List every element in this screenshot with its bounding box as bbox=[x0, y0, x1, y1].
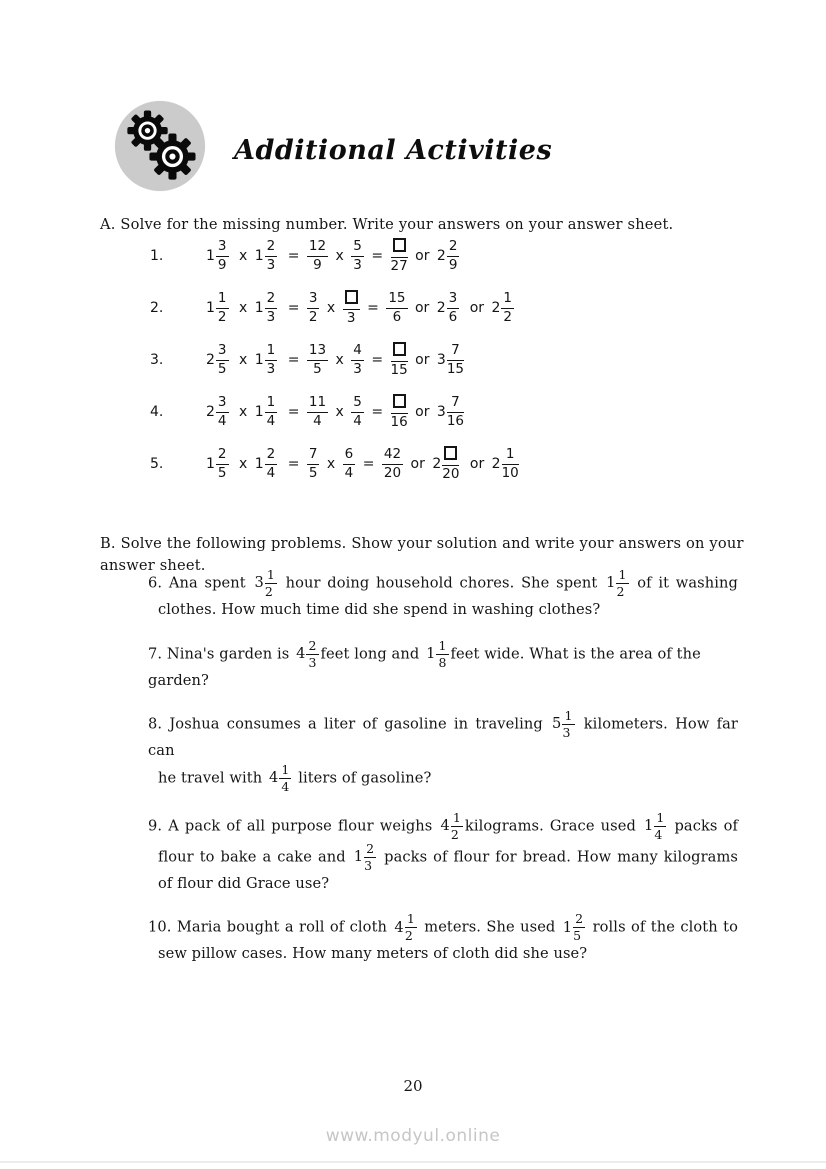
whole-number: 1 bbox=[254, 248, 264, 264]
problem-number: 7. bbox=[148, 645, 163, 663]
word-problem bbox=[148, 811, 738, 896]
denominator: 9 bbox=[448, 256, 458, 273]
problem-expression: 2 $\frac{3}{4}$ x 1 $\frac{1}{4}$ = $\frac{11}{4}$ x $\frac{5}{4}$ = 16 or 3 $\frac{7}{16}$ bbox=[203, 394, 470, 430]
mixed-number bbox=[255, 395, 281, 428]
word-problem bbox=[148, 568, 738, 622]
fraction bbox=[382, 447, 403, 480]
whole-number: 4 bbox=[440, 817, 450, 835]
fraction bbox=[447, 343, 464, 376]
fraction bbox=[216, 447, 229, 480]
numerator: 2 bbox=[265, 239, 278, 256]
whole-number: 1 bbox=[353, 848, 364, 866]
word-problem-line: 10. Maria bought a roll of cloth 4 $\frac{1}{2}$ meters. She used 1 $\frac{2}{5}$ rolls of the cloth to bbox=[148, 911, 738, 944]
numerator: 1 bbox=[266, 567, 275, 582]
denominator: 8 bbox=[438, 654, 447, 670]
problem-row bbox=[150, 334, 525, 386]
whole-number: 1 bbox=[254, 300, 264, 316]
whole-number: 1 bbox=[206, 456, 215, 472]
problem-row bbox=[150, 282, 525, 334]
watermark: www.modyul.online bbox=[325, 1126, 501, 1146]
whole-number: 1 bbox=[254, 456, 264, 472]
numerator bbox=[391, 238, 408, 258]
mixed-number bbox=[437, 291, 463, 324]
mixed-number bbox=[296, 639, 318, 670]
mixed-number bbox=[491, 291, 517, 324]
fraction bbox=[501, 291, 514, 324]
word-problem bbox=[148, 709, 738, 794]
problem-row bbox=[150, 438, 525, 490]
problem-number: 9. bbox=[148, 817, 163, 835]
denominator: 4 bbox=[217, 412, 227, 429]
mixed-number bbox=[254, 568, 276, 599]
numerator: 2 bbox=[366, 840, 375, 856]
fraction bbox=[216, 343, 229, 376]
denominator: 2 bbox=[217, 308, 227, 325]
numerator: 3 bbox=[216, 343, 229, 360]
numerator: 1 bbox=[656, 809, 665, 825]
fraction bbox=[502, 447, 519, 480]
numerator bbox=[391, 342, 408, 362]
numerator bbox=[442, 446, 459, 466]
section-a-heading: A. Solve for the missing number. Write your answers on your answer sheet. bbox=[100, 215, 674, 233]
mixed-number bbox=[255, 343, 281, 376]
problem-expression: 1 $\frac{2}{5}$ x 1 $\frac{2}{4}$ = $\frac{7}{5}$ x $\frac{6}{4}$ = $\frac{42}{20}$ or 2 20 or 2 $\frac{1}{10}$ bbox=[203, 446, 525, 482]
fraction bbox=[265, 447, 278, 480]
whole-number: 1 bbox=[562, 918, 573, 936]
numerator: 5 bbox=[351, 239, 364, 256]
whole-number: 3 bbox=[436, 352, 446, 368]
numerator: 1 bbox=[216, 291, 229, 308]
denominator: 3 bbox=[364, 857, 373, 873]
whole-number: 4 bbox=[268, 769, 279, 787]
numerator: 3 bbox=[216, 395, 229, 412]
denominator: 20 bbox=[442, 466, 460, 482]
denominator: 3 bbox=[353, 360, 362, 377]
missing-number-box bbox=[393, 394, 406, 408]
denominator: 15 bbox=[446, 360, 465, 377]
numerator: 2 bbox=[575, 911, 584, 927]
problem-number: 5. bbox=[150, 456, 164, 472]
word-problem-line: 9. A pack of all purpose flour weighs 4 $\frac{1}{2}$ kilograms. Grace used 1 $\frac{1}{4}$ packs of bbox=[148, 809, 738, 842]
denominator: 15 bbox=[390, 362, 408, 378]
fraction bbox=[307, 239, 328, 272]
numerator: 1 bbox=[564, 708, 573, 724]
mixed-number bbox=[432, 446, 462, 482]
denominator: 3 bbox=[308, 654, 317, 670]
fraction bbox=[216, 239, 229, 272]
fraction bbox=[351, 395, 364, 428]
fraction bbox=[343, 290, 360, 326]
denominator: 2 bbox=[308, 308, 318, 325]
mixed-number bbox=[644, 811, 666, 842]
numerator: 2 bbox=[265, 291, 278, 308]
denominator: 4 bbox=[266, 464, 276, 481]
denominator: 3 bbox=[353, 256, 362, 273]
numerator: 1 bbox=[501, 291, 514, 308]
denominator: 5 bbox=[217, 464, 227, 481]
whole-number: 1 bbox=[643, 817, 654, 835]
word-problem-line: 6. Ana spent 3 $\frac{1}{2}$ hour doing household chores. She spent 1 $\frac{1}{2}$ of it washing bbox=[148, 567, 738, 599]
mixed-number bbox=[255, 447, 281, 480]
problem-expression: 1 $\frac{3}{9}$ x 1 $\frac{2}{3}$ = $\frac{12}{9}$ x $\frac{5}{3}$ = 27 or 2 $\frac{2}{9}$ bbox=[203, 238, 465, 274]
numerator: 1 bbox=[406, 911, 415, 927]
whole-number: 5 bbox=[552, 715, 562, 733]
denominator: 2 bbox=[264, 584, 273, 599]
problem-expression: 1 $\frac{1}{2}$ x 1 $\frac{2}{3}$ = $\frac{3}{2}$ x 3 = $\frac{15}{6}$ or 2 $\frac{3}{6}$ or 2 $\frac{1}{2}$ bbox=[203, 290, 520, 326]
word-problem-line: flour to bake a cake and 1 $\frac{2}{3}$ packs of flour for bread. How many kilograms bbox=[158, 840, 738, 873]
denominator: 27 bbox=[390, 258, 408, 274]
numerator: 7 bbox=[447, 395, 464, 412]
fraction bbox=[307, 395, 328, 428]
denominator: 3 bbox=[562, 725, 571, 741]
mixed-number bbox=[206, 343, 232, 376]
numerator: 12 bbox=[307, 239, 328, 256]
fraction bbox=[306, 639, 318, 670]
fraction bbox=[616, 568, 628, 599]
numerator: 2 bbox=[216, 447, 229, 464]
problem-number: 2. bbox=[150, 300, 164, 316]
fraction bbox=[351, 239, 364, 272]
numerator: 4 bbox=[351, 343, 364, 360]
fraction bbox=[265, 395, 278, 428]
numerator: 6 bbox=[343, 447, 356, 464]
denominator: 4 bbox=[353, 412, 362, 429]
mixed-number bbox=[255, 239, 281, 272]
mixed-number bbox=[437, 239, 463, 272]
mixed-number bbox=[492, 447, 522, 480]
fraction bbox=[216, 395, 229, 428]
denominator: 6 bbox=[392, 308, 402, 325]
mixed-number bbox=[354, 842, 376, 873]
mixed-number bbox=[606, 568, 628, 599]
denominator: 4 bbox=[344, 464, 354, 481]
problem-number: 10. bbox=[148, 918, 172, 936]
page-title: Additional Activities bbox=[234, 134, 553, 166]
denominator: 2 bbox=[450, 826, 459, 842]
numerator: 1 bbox=[502, 447, 519, 464]
problem-number: 1. bbox=[150, 248, 164, 264]
word-problem bbox=[148, 912, 738, 966]
fraction bbox=[307, 343, 328, 376]
problem-row bbox=[150, 230, 525, 282]
denominator: 10 bbox=[501, 464, 519, 481]
header bbox=[112, 98, 552, 194]
denominator: 20 bbox=[383, 464, 402, 481]
mixed-number bbox=[552, 709, 574, 740]
denominator: 2 bbox=[404, 928, 413, 944]
whole-number: 2 bbox=[491, 456, 501, 472]
mixed-number bbox=[269, 763, 291, 794]
problem-number: 4. bbox=[150, 404, 164, 420]
fraction bbox=[447, 291, 460, 324]
fraction bbox=[447, 395, 464, 428]
mixed-number bbox=[437, 395, 467, 428]
fraction bbox=[386, 291, 407, 324]
numerator: 42 bbox=[382, 447, 403, 464]
fraction bbox=[265, 568, 277, 599]
whole-number: 1 bbox=[254, 404, 264, 420]
fraction bbox=[265, 239, 278, 272]
fraction bbox=[391, 238, 408, 274]
whole-number: 2 bbox=[432, 456, 442, 472]
numerator: 3 bbox=[447, 291, 460, 308]
denominator: 6 bbox=[448, 308, 458, 325]
numerator: 3 bbox=[307, 291, 320, 308]
fraction bbox=[307, 291, 320, 324]
fraction bbox=[562, 709, 574, 740]
fraction bbox=[343, 447, 356, 480]
denominator: 3 bbox=[266, 360, 276, 377]
denominator: 4 bbox=[266, 412, 276, 429]
page-bottom-divider bbox=[0, 1161, 826, 1163]
denominator: 2 bbox=[616, 584, 625, 599]
mixed-number bbox=[206, 447, 232, 480]
whole-number: 1 bbox=[426, 644, 436, 662]
denominator: 4 bbox=[654, 826, 663, 842]
numerator: 7 bbox=[447, 343, 464, 360]
fraction bbox=[351, 343, 364, 376]
page-number: 20 bbox=[403, 1077, 423, 1095]
fraction bbox=[364, 842, 376, 873]
problem-expression: 2 $\frac{3}{5}$ x 1 $\frac{1}{3}$ = $\frac{13}{5}$ x $\frac{4}{3}$ = 15 or 3 $\frac{7}{15}$ bbox=[203, 342, 470, 378]
denominator: 16 bbox=[390, 414, 408, 430]
numerator: 1 bbox=[438, 637, 447, 653]
numerator: 1 bbox=[281, 761, 290, 777]
numerator: 1 bbox=[452, 809, 461, 825]
denominator: 3 bbox=[266, 256, 276, 273]
whole-number: 2 bbox=[436, 248, 446, 264]
gears-icon bbox=[112, 98, 208, 194]
denominator: 2 bbox=[503, 308, 512, 325]
fraction bbox=[436, 639, 448, 670]
mixed-number bbox=[563, 912, 585, 943]
denominator: 3 bbox=[346, 310, 356, 326]
whole-number: 2 bbox=[206, 404, 215, 420]
fraction bbox=[391, 394, 408, 430]
whole-number: 1 bbox=[206, 248, 215, 264]
missing-number-box bbox=[345, 290, 358, 304]
numerator: 2 bbox=[308, 637, 317, 653]
numerator: 5 bbox=[351, 395, 364, 412]
numerator: 11 bbox=[307, 395, 328, 412]
whole-number: 2 bbox=[206, 352, 215, 368]
whole-number: 1 bbox=[254, 352, 264, 368]
section-b-problems bbox=[148, 568, 738, 983]
whole-number: 2 bbox=[436, 300, 446, 316]
word-problem-line: 7. Nina's garden is 4 $\frac{2}{3}$ feet long and 1 $\frac{1}{8}$ feet wide. What is the area of the garden? bbox=[148, 637, 701, 689]
whole-number: 4 bbox=[296, 644, 306, 662]
denominator: 5 bbox=[313, 360, 322, 377]
problem-number: 6. bbox=[148, 574, 163, 592]
fraction bbox=[405, 912, 417, 943]
numerator: 1 bbox=[618, 567, 627, 582]
mixed-number bbox=[255, 291, 281, 324]
fraction bbox=[447, 239, 460, 272]
word-problem-line: clothes. How much time did she spend in washing clothes? bbox=[158, 601, 601, 618]
numerator: 13 bbox=[307, 343, 328, 360]
numerator bbox=[343, 290, 360, 310]
denominator: 3 bbox=[266, 308, 276, 325]
denominator: 5 bbox=[308, 464, 318, 481]
numerator: 15 bbox=[386, 291, 407, 308]
denominator: 4 bbox=[313, 412, 322, 429]
fraction bbox=[279, 763, 291, 794]
numerator bbox=[391, 394, 408, 414]
mixed-number bbox=[426, 639, 448, 670]
fraction bbox=[307, 447, 320, 480]
missing-number-box bbox=[393, 342, 406, 356]
denominator: 9 bbox=[217, 256, 227, 273]
fraction bbox=[391, 342, 408, 378]
numerator: 2 bbox=[447, 239, 460, 256]
denominator: 9 bbox=[313, 256, 322, 273]
numerator: 7 bbox=[307, 447, 320, 464]
fraction bbox=[265, 343, 278, 376]
mixed-number bbox=[206, 395, 232, 428]
mixed-number bbox=[206, 239, 232, 272]
whole-number: 3 bbox=[436, 404, 446, 420]
mixed-number bbox=[440, 811, 462, 842]
denominator: 16 bbox=[446, 412, 465, 429]
fraction bbox=[216, 291, 229, 324]
mixed-number bbox=[394, 912, 416, 943]
section-a-problems bbox=[150, 230, 525, 490]
word-problem-line: of flour did Grace use? bbox=[158, 874, 330, 892]
numerator: 1 bbox=[265, 395, 278, 412]
word-problem-line: he travel with 4 $\frac{1}{4}$ liters of gasoline? bbox=[158, 761, 432, 794]
numerator: 2 bbox=[265, 447, 278, 464]
mixed-number bbox=[206, 291, 232, 324]
numerator: 3 bbox=[216, 239, 229, 256]
problem-number: 3. bbox=[150, 352, 164, 368]
fraction bbox=[442, 446, 459, 482]
fraction bbox=[451, 811, 463, 842]
numerator: 1 bbox=[265, 343, 278, 360]
fraction bbox=[265, 291, 278, 324]
whole-number: 1 bbox=[206, 300, 215, 316]
problem-row bbox=[150, 386, 525, 438]
missing-number-box bbox=[393, 238, 406, 252]
denominator: 5 bbox=[217, 360, 227, 377]
whole-number: 1 bbox=[606, 574, 616, 592]
fraction bbox=[654, 811, 666, 842]
whole-number: 4 bbox=[394, 918, 404, 936]
fraction bbox=[573, 912, 585, 943]
whole-number: 2 bbox=[491, 300, 501, 316]
missing-number-box bbox=[444, 446, 457, 460]
section-b-heading-line: B. Solve the following problems. Show your solution and write your answers on your bbox=[100, 534, 744, 552]
word-problem bbox=[148, 639, 738, 693]
denominator: 5 bbox=[573, 928, 582, 944]
section-b-heading-line: answer sheet. bbox=[100, 557, 206, 575]
whole-number: 3 bbox=[254, 574, 264, 592]
mixed-number bbox=[437, 343, 467, 376]
problem-number: 8. bbox=[148, 715, 163, 733]
denominator: 4 bbox=[281, 778, 290, 794]
word-problem-line: 8. Joshua consumes a liter of gasoline in traveling 5 $\frac{1}{3}$ kilometers. How far can bbox=[148, 708, 739, 760]
word-problem-line: sew pillow cases. How many meters of cloth did she use? bbox=[158, 945, 588, 963]
